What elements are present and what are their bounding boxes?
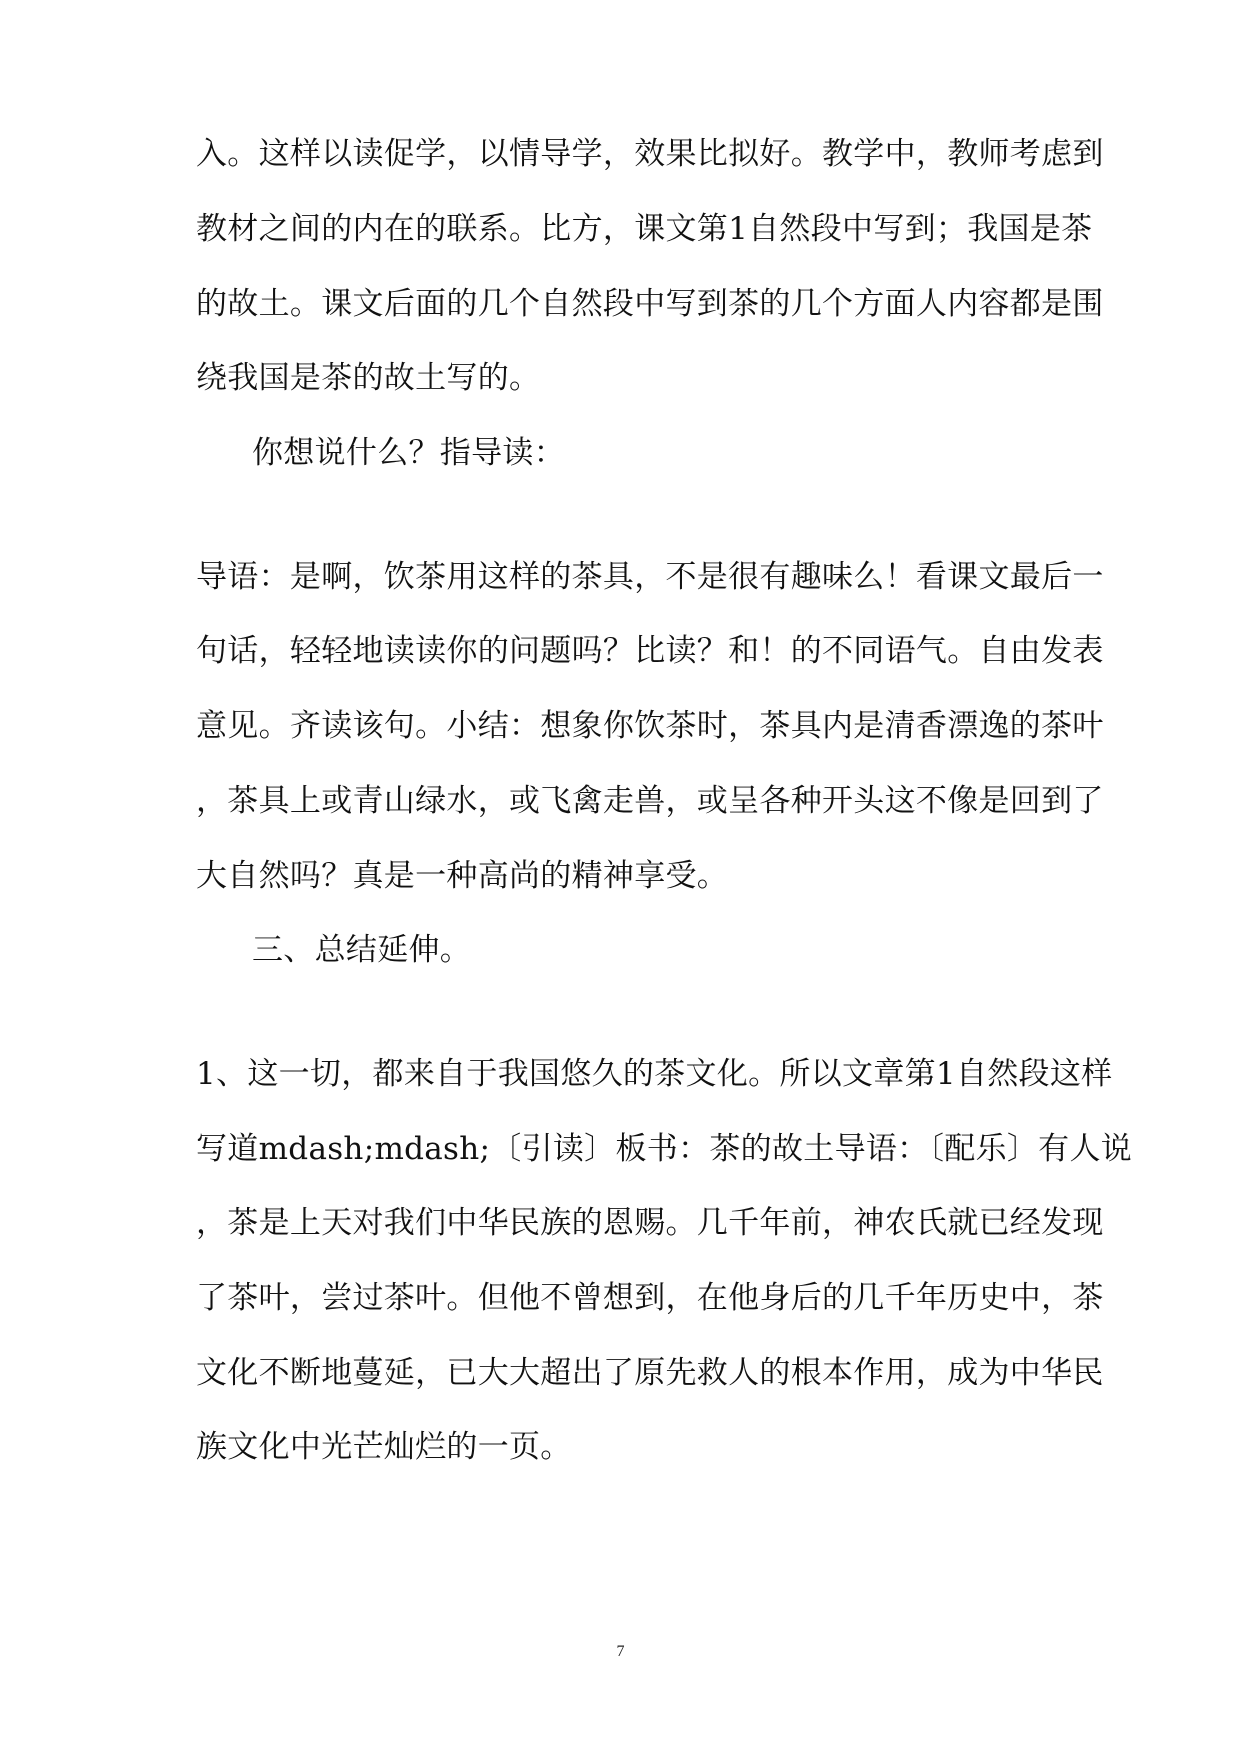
text-line: 写道mdash;mdash;〔引读〕板书：茶的故土导语：〔配乐〕有人说 — [196, 1131, 1133, 1167]
page-number: 7 — [616, 1643, 625, 1660]
text-line: 的故土。课文后面的几个自然段中写到茶的几个方面人内容都是围 — [196, 286, 1104, 322]
text-line: ，茶具上或青山绿水，或飞禽走兽，或呈各种开头这不像是回到了 — [196, 783, 1104, 819]
text-line: 族文化中光芒灿烂的一页。 — [196, 1429, 572, 1465]
text-line: 了茶叶，尝过茶叶。但他不曾想到，在他身后的几千年历史中，茶 — [196, 1280, 1104, 1316]
text-line: 绕我国是茶的故土写的。 — [196, 360, 541, 396]
text-line: 导语：是啊，饮茶用这样的茶具，不是很有趣味么！看课文最后一 — [196, 559, 1104, 595]
text-line: 三、总结延伸。 — [252, 932, 472, 968]
text-line: 文化不断地蔓延，已大大超出了原先救人的根本作用，成为中华民 — [196, 1355, 1104, 1391]
text-line: 句话，轻轻地读读你的问题吗？比读？和！的不同语气。自由发表 — [196, 633, 1104, 669]
text-line: ，茶是上天对我们中华民族的恩赐。几千年前，神农氏就已经发现 — [196, 1205, 1104, 1241]
text-line: 1、这一切，都来自于我国悠久的茶文化。所以文章第1自然段这样 — [196, 1056, 1113, 1092]
text-line: 入。这样以读促学，以情导学，效果比拟好。教学中，教师考虑到 — [196, 136, 1104, 172]
text-line: 意见。齐读该句。小结：想象你饮茶时，茶具内是清香漂逸的茶叶 — [196, 708, 1104, 744]
text-line: 教材之间的内在的联系。比方，课文第1自然段中写到；我国是茶 — [196, 211, 1093, 247]
text-line: 大自然吗？真是一种高尚的精神享受。 — [196, 858, 729, 894]
text-line: 你想说什么？指导读： — [252, 435, 565, 471]
